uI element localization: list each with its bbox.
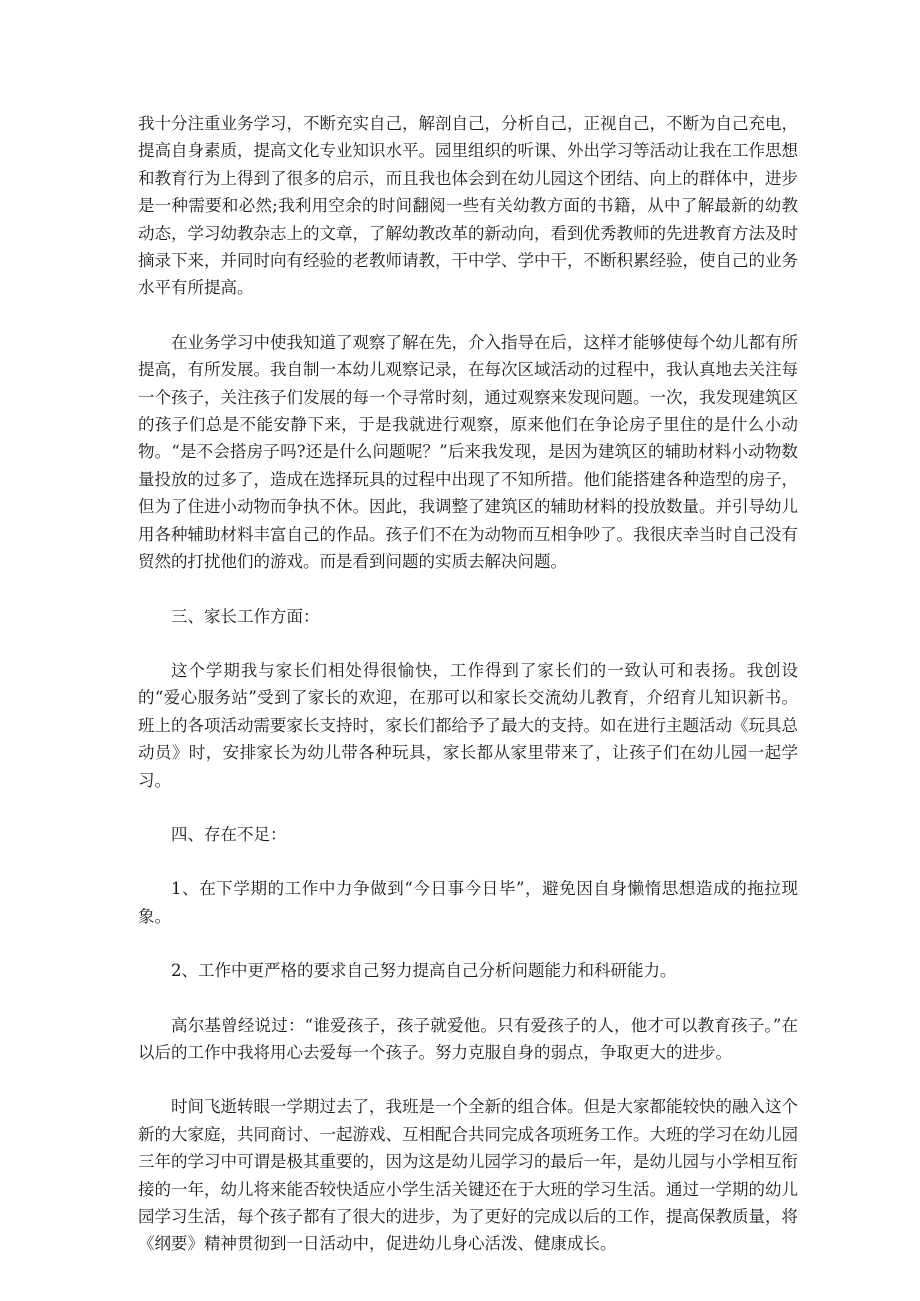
list-item-shortcoming-1: 1、在下学期的工作中力争做到“今日事今日毕”，避免因自身懒惰思想造成的拖拉现象。 [138,879,798,926]
heading-shortcomings: 四、存在不足： [171,824,287,844]
paragraph-semester-summary: 时间飞逝转眼一学期过去了，我班是一个全新的组合体。但是大家都能较快的融入这个新的大家庭，共同商讨、一起游戏、互相配合共同完成各项班务工作。大班的学习在幼儿园三年的学习中可谓是极其重要的，因为这是幼儿园学习的最后一年，是幼儿园与小学相互衔接的一年，幼儿将来能否较快适应小学生活关键还在于大班的学习生活。通过一学期的幼儿园学习生活，每个孩子都有了很大的进步，为了更好的完成以后的工作，提高保教质量，将《纲要》精神贯彻到一日活动中，促进幼儿身心活泼、健康成长。 [138,1097,798,1254]
paragraph-business-study: 我十分注重业务学习，不断充实自己，解剖自己，分析自己，正视自己，不断为自己充电，提高自身素质，提高文化专业知识水平。园里组织的听课、外出学习等活动让我在工作思想和教育行为上得到了很多的启示，而且我也体会到在幼儿园这个团结、向上的群体中，进步是一种需要和必然;我利用空余的时间翻阅一些有关幼教方面的书籍，从中了解最新的幼教动态，学习幼教杂志上的文章，了解幼教改革的新动向，看到优秀教师的先进教育方法及时摘录下来，并同时向有经验的老教师请教，干中学、学中干，不断积累经验，使自己的业务水平有所提高。 [138,114,798,298]
heading-parent-work: 三、家长工作方面： [171,606,320,626]
document-body [138,110,798,1258]
list-item-shortcoming-2: 2、工作中更严格的要求自己努力提高自己分析问题能力和科研能力。 [171,961,677,981]
paragraph-parent-work: 这个学期我与家长们相处得很愉快，工作得到了家长们的一致认可和表扬。我创设的“爱心服务站”受到了家长的欢迎，在那可以和家长交流幼儿教育，介绍育儿知识新书。班上的各项活动需要家长支持时，家长们都给予了最大的支持。如在进行主题活动《玩具总动员》时，安排家长为幼儿带各种玩具，家长都从家里带来了，让孩子们在幼儿园一起学习。 [138,660,798,790]
paragraph-observation: 在业务学习中使我知道了观察了解在先，介入指导在后，这样才能够使每个幼儿都有所提高，有所发展。我自制一本幼儿观察记录，在每次区域活动的过程中，我认真地去关注每一个孩子，关注孩子们发展的每一个寻常时刻，通过观察来发现问题。一次，我发现建筑区的孩子们总是不能安静下来，于是我就进行观察，原来他们在争论房子里住的是什么小动物。“是不会搭房子吗?还是什么问题呢？”后来我发现，是因为建筑区的辅助材料小动物数量投放的过多了，造成在选择玩具的过程中出现了不知所措。他们能搭建各种造型的房子，但为了住进小动物而争执不休。因此，我调整了建筑区的辅助材料的投放数量。并引导幼儿用各种辅助材料丰富自己的作品。孩子们不在为动物而互相争吵了。我很庆幸当时自己没有贸然的打扰他们的游戏。而是看到问题的实质去解决问题。 [138,332,798,572]
paragraph-gorky-quote: 高尔基曾经说过：“谁爱孩子，孩子就爱他。只有爱孩子的人，他才可以教育孩子。”在以后的工作中我将用心去爱每一个孩子。努力克服自身的弱点，争取更大的进步。 [138,1015,798,1062]
